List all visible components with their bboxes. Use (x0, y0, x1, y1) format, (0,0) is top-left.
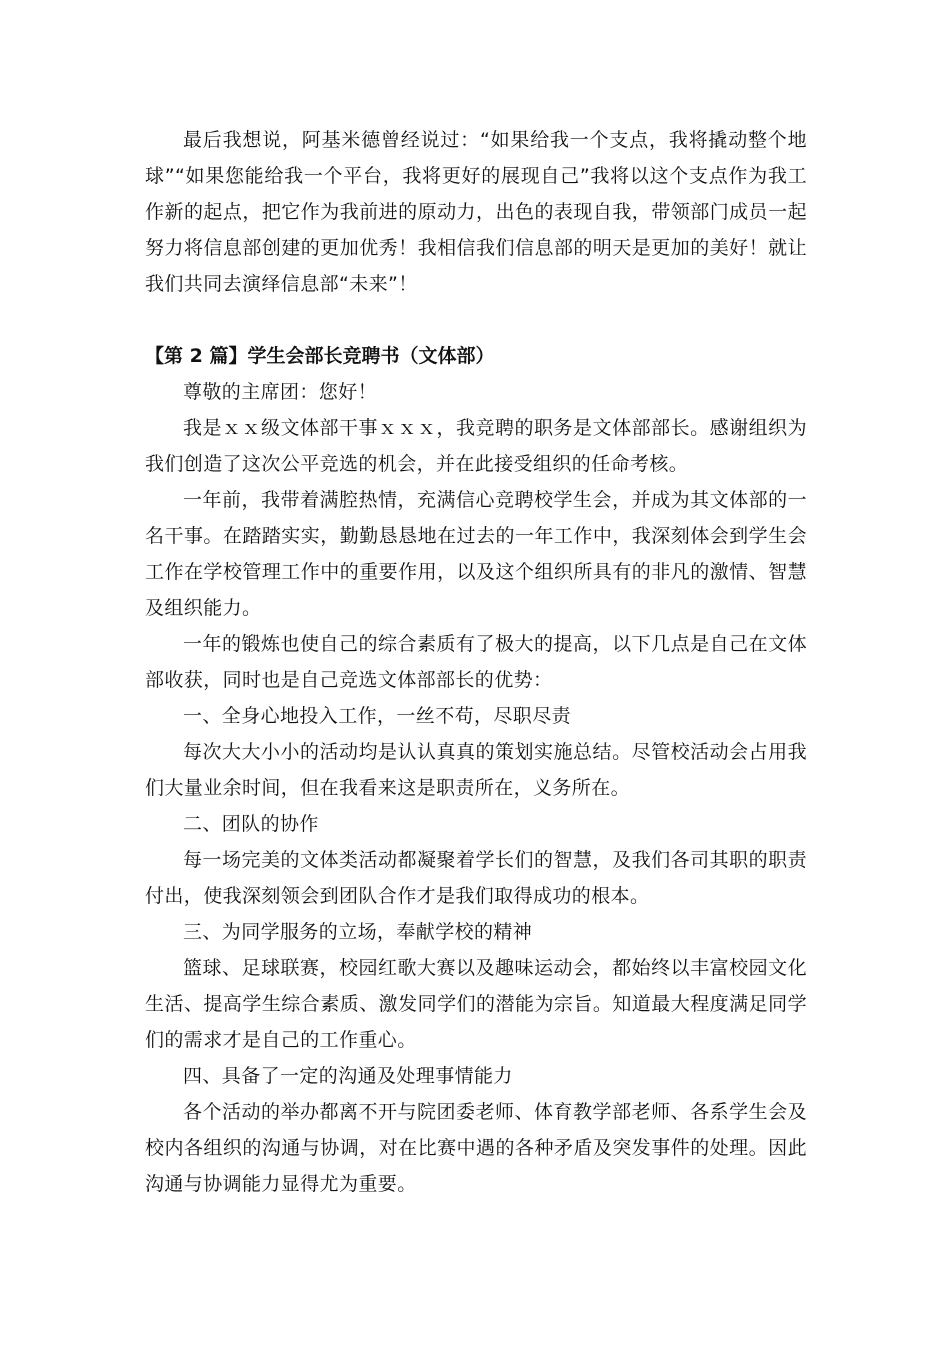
salutation-paragraph: 尊敬的主席团：您好！ (183, 381, 378, 403)
point-heading: 二、团队的协作 (183, 813, 319, 835)
body-paragraph: 各个活动的举办都离不开与院团委老师、体育教学部老师、各系学生会及校内各组织的沟通与协调，对在比赛中遇的各种矛盾及突发事件的处理。因此沟通与协调能力显得尤为重要。 (145, 1101, 807, 1195)
body-paragraph: 每一场完美的文体类活动都凝聚着学长们的智慧，及我们各司其职的职责付出，使我深刻领会到团队合作才是我们取得成功的根本。 (145, 849, 807, 907)
body-paragraph: 篮球、足球联赛，校园红歌大赛以及趣味运动会，都始终以丰富校园文化生活、提高学生综合素质、激发同学们的潜能为宗旨。知道最大程度满足同学们的需求才是自己的工作重心。 (145, 957, 807, 1051)
body-paragraph: 一年的锻炼也使自己的综合素质有了极大的提高，以下几点是自己在文体部收获，同时也是自己竞选文体部部长的优势： (145, 633, 807, 691)
document-page (145, 122, 807, 1202)
point-heading: 四、具备了一定的沟通及处理事情能力 (183, 1065, 513, 1087)
body-paragraph: 每次大大小小的活动均是认认真真的策划实施总结。尽管校活动会占用我们大量业余时间，但在我看来这是职责所在，义务所在。 (145, 741, 807, 799)
body-paragraph: 一年前，我带着满腔热情，充满信心竞聘校学生会，并成为其文体部的一名干事。在踏踏实实，勤勤恳恳地在过去的一年工作中，我深刻体会到学生会工作在学校管理工作中的重要作用，以及这个组织所具有的非凡的激情、智慧及组织能力。 (145, 489, 807, 619)
intro-paragraph: 最后我想说，阿基米德曾经说过：“如果给我一个支点，我将撬动整个地球”“如果您能给我一个平台，我将更好的展现自己”我将以这个支点作为我工作新的起点，把它作为我前进的原动力，出色的表现自我，带领部门成员一起努力将信息部创建的更加优秀！我相信我们信息部的明天是更加的美好！就让我们共同去演绎信息部“未来”！ (145, 129, 807, 295)
point-heading: 三、为同学服务的立场，奉献学校的精神 (183, 921, 533, 943)
section-heading: 【第 2 篇】学生会部长竞聘书（文体部） (145, 345, 495, 367)
body-paragraph: 我是ｘｘ级文体部干事ｘｘｘ，我竞聘的职务是文体部部长。感谢组织为我们创造了这次公平竞选的机会，并在此接受组织的任命考核。 (145, 417, 807, 475)
point-heading: 一、全身心地投入工作，一丝不苟，尽职尽责 (183, 705, 572, 727)
